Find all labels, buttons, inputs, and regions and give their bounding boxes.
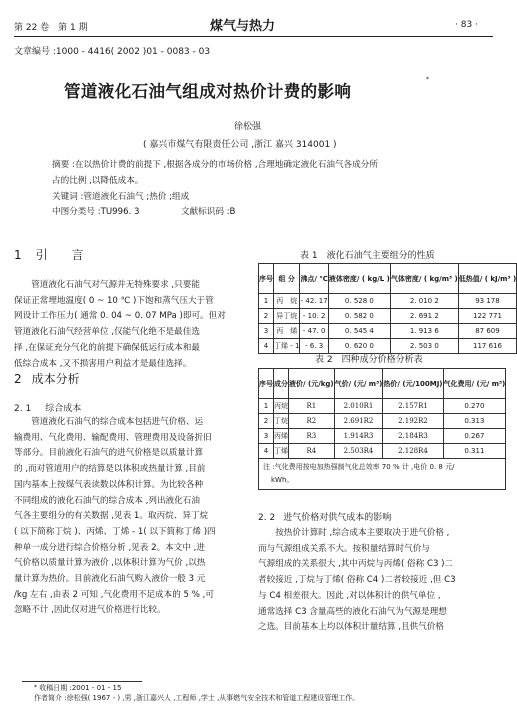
table-cell: 93 178	[458, 294, 516, 309]
table-row	[259, 294, 517, 309]
table-row	[259, 399, 506, 414]
table-cell: 0.267	[443, 429, 506, 444]
table-cell: 2	[259, 309, 274, 324]
received-date	[34, 683, 359, 693]
table-row	[259, 414, 506, 429]
table-1-caption: 表 1 液化石油气主要组分的性质	[300, 251, 435, 261]
table-cell: 1	[259, 399, 274, 414]
section-title: 成本分析	[31, 372, 80, 386]
table-cell: - 47. 0	[300, 324, 328, 339]
affiliation: ( 嘉兴市煤气有限责任公司 ,浙江 嘉兴 314001 )	[143, 140, 337, 150]
table-2	[258, 368, 506, 490]
text-line: 气各主要组分的有关数据 ,见表 1。取丙烷、异丁烷	[14, 511, 209, 522]
header-journal: 煤气与热力	[210, 19, 276, 34]
table-cell: 0. 545 4	[328, 324, 390, 339]
table-note-line: 注 :气化费用按电加热强制气化总效率 70 % 计 ,电价 0. 8 元/	[263, 463, 455, 471]
table-1	[258, 263, 517, 354]
table-header-cell: 液价/ (元/kg)	[289, 369, 335, 399]
text-line: 气源组成的关系很大 ,其中丙烷与丙烯( 俗称 C3 )二	[258, 559, 454, 570]
text-line: 者较接近 ,丁烷与丁烯( 俗称 C4 )二者较接近 ,但 C3	[258, 575, 456, 586]
abstract	[52, 158, 378, 221]
text-line: 管道液化石油气经营单位 ,仅能气化绝不是最佳选	[14, 327, 200, 338]
table-header-cell: 气体密度/ ( kg/m³ )	[390, 264, 458, 294]
table-header-cell: 气化费用/ (元/ m³)	[443, 369, 506, 399]
title-mark: *	[426, 76, 429, 83]
table-cell: 0.270	[443, 399, 506, 414]
received-date-text: 收稿日期 :2001 - 01 - 15	[39, 684, 122, 692]
table-row	[259, 324, 517, 339]
footnote-mark: *	[34, 684, 37, 691]
abstract-line: 占的比例 ,以降低成本。	[52, 175, 144, 186]
table-cell: 丙烯	[274, 429, 289, 444]
section-title: 引 言	[35, 248, 84, 262]
header-rule	[14, 36, 493, 37]
table-cell: 丁烷	[274, 414, 289, 429]
cost-paragraph	[14, 415, 249, 619]
table-cell: 2.010R1	[334, 399, 383, 414]
text-line: 而与气源组成关系不大。按积量结算时气价与	[258, 543, 430, 554]
text-line: 输费用、气化费用、输配费用、管理费用及设备折旧	[14, 432, 212, 443]
table-cell: 2.503R4	[334, 444, 383, 459]
classification: 中图分类号 :TU996. 3	[52, 207, 140, 218]
table-cell: R2	[289, 414, 335, 429]
author-bio: 作者简介 :徐松强( 1967 - ) ,男 ,浙江嘉兴人 ,工程师 ,学士 ,从事燃气安全技术和管道工程建设管理工作。	[34, 694, 360, 702]
table-2-caption: 表 2 四种成分价格分析表	[315, 355, 423, 365]
table-cell: 1.914R3	[334, 429, 383, 444]
text-line: 的 ,而对管道用户的结算是以体积或热量计算 ,目前	[14, 464, 206, 475]
section-number: 1	[14, 248, 22, 262]
text-line: 管道液化石油气的综合成本包括进气价格、运	[31, 417, 204, 427]
table-row	[259, 444, 506, 459]
table-cell: R4	[289, 444, 335, 459]
text-line: /kg 左右 ,由表 2 可知 ,气化费用不足成本的 5 % ,可	[14, 589, 214, 600]
text-line: 与 C4 相差很大。因此 ,对以体积计的供气单位 ,	[258, 590, 441, 601]
document-code: 文献标识码 :B	[180, 207, 236, 218]
table-cell: 0. 528 0	[328, 294, 390, 309]
table-cell: 0. 582 0	[328, 309, 390, 324]
table-cell: R1	[289, 399, 335, 414]
table-cell: 4	[259, 444, 274, 459]
table-note-line: kWh。	[271, 476, 294, 484]
table-cell: 4	[259, 339, 274, 354]
text-line: 气价格以质量计算为液价 ,以体积计算为气价 ,以热	[14, 558, 206, 569]
text-line: 通常选择 C3 含量高些的液化石油气为气源是理想	[258, 606, 447, 617]
table-cell: 丁烯	[274, 444, 289, 459]
text-line: 择 ,在保证充分气化的前提下确保低运行成本和最	[14, 342, 200, 353]
text-line: 忽略不计 ,因此仅对进气价格进行比较。	[14, 605, 166, 616]
table-cell: 丙 烷	[274, 294, 300, 309]
table-header-cell: 序号	[259, 264, 274, 294]
text-line: 管道液化石油气对气源并无特殊要求 ,只要能	[31, 280, 200, 290]
article-number: 文章编号 :1000 - 4416( 2002 )01 - 0083 - 03	[14, 47, 211, 57]
subsection-number: 2. 2	[258, 513, 276, 523]
paper-title: 管道液化石油气组成对热价计费的影响	[64, 82, 352, 101]
table-cell: - 42. 17	[300, 294, 328, 309]
subsection-title: 进气价格对供气成本的影响	[283, 513, 392, 523]
keywords: 关键词 :管道液化石油气 ;热价 ;组成	[52, 191, 190, 202]
table-header-cell: 液体密度/ ( kg/L )	[328, 264, 390, 294]
text-line: 种单一成分进行综合价格分析 ,见表 2。本文中 ,进	[14, 542, 206, 553]
text-line: ( 以下简称丁烷 )、丙烯、丁烯 - 1( 以下简称丁烯 )四	[14, 526, 216, 537]
text-line: 量计算为热价。目前液化石油气购入液价一般 3 元	[14, 574, 206, 585]
table-cell: 2. 691 2	[390, 309, 458, 324]
table-cell: 2. 010 2	[390, 294, 458, 309]
text-line: 不同组成的液化石油气的综合成本 ,列出液化石油	[14, 495, 200, 506]
table-cell: 3	[259, 324, 274, 339]
text-line: 国内基本上按煤气表读数以体积计算。为比较各种	[14, 479, 204, 490]
table-cell: R3	[289, 429, 335, 444]
section-2-heading	[14, 370, 80, 387]
table-cell: 1. 913 6	[390, 324, 458, 339]
section-1-heading	[14, 246, 84, 263]
table-cell: 丙 烯	[274, 324, 300, 339]
table-cell: 0. 620 0	[328, 339, 390, 354]
table-cell: 87 609	[458, 324, 516, 339]
table-header-cell: 沸点/ ℃	[300, 264, 328, 294]
text-line: 等部分。目前液化石油气的进气价格是以质量计算	[14, 448, 204, 459]
table-header-cell: 序号	[259, 369, 274, 399]
table-cell: 异丁烷	[274, 309, 300, 324]
footnote-rule	[22, 681, 142, 682]
text-line: 低综合成本 ,又不损害用户利益才是最佳选择。	[14, 358, 192, 369]
section-number: 2	[14, 372, 22, 386]
table-cell: 2.184R3	[383, 429, 443, 444]
table-cell: 0.313	[443, 414, 506, 429]
table-header-cell: 气价/ (元/ m³)	[334, 369, 383, 399]
table-cell: 117 616	[458, 339, 516, 354]
table-header-cell: 组 分	[274, 264, 300, 294]
intro-paragraph	[14, 278, 249, 372]
table-cell: 丁烯 - 1	[274, 339, 300, 354]
table-cell: 2.128R4	[383, 444, 443, 459]
table-note-row	[259, 459, 506, 490]
header-page: · 83 ·	[455, 20, 478, 30]
table-row	[259, 309, 517, 324]
author-name: 徐松强	[234, 122, 262, 132]
subsection-2-2-heading	[258, 510, 391, 526]
table-header-row	[259, 369, 506, 399]
table-cell: 2.157R1	[383, 399, 443, 414]
table-cell: 2. 503 0	[390, 339, 458, 354]
header-volume: 第 22 卷 第 1 期	[14, 23, 88, 33]
classification-row	[52, 205, 378, 221]
table-cell: 丙烷	[274, 399, 289, 414]
table-note	[259, 459, 506, 490]
subsection-title: 综合成本	[45, 404, 82, 414]
table-cell: 0.311	[443, 444, 506, 459]
table-cell: 2	[259, 414, 274, 429]
table-header-cell: 低热值/ ( kJ/m³ )	[458, 264, 516, 294]
table-header-row	[259, 264, 517, 294]
abstract-line: 摘要 :在以热价计费的前提下 ,根据各成分的市场价格 ,合理地确定液化石油气各成分所	[52, 160, 378, 170]
table-cell: - 6. 3	[300, 339, 328, 354]
text-line: 保证正常埋地温度( 0 ~ 10 ℃ )下饱和蒸气压大于管	[14, 295, 214, 306]
text-line: 按热价计算时 ,综合成本主要取决于进气价格 ,	[275, 528, 450, 538]
table-cell: 3	[259, 429, 274, 444]
table-cell: - 10. 2	[300, 309, 328, 324]
table-row	[259, 429, 506, 444]
footnote	[34, 683, 359, 703]
subsection-number: 2. 1	[14, 404, 32, 414]
text-line: 之选。目前基本上均以体积计量结算 ,且供气价格	[258, 622, 444, 633]
table-cell: 2.192R2	[383, 414, 443, 429]
table-cell: 2.691R2	[334, 414, 383, 429]
table-cell: 122 771	[458, 309, 516, 324]
price-paragraph	[258, 526, 494, 636]
table-header-cell: 热价/ (元/100MJ)	[383, 369, 443, 399]
table-header-cell: 成分	[274, 369, 289, 399]
table-cell: 1	[259, 294, 274, 309]
text-line: 网设计工作压力( 通常 0. 04 ~ 0. 07 MPa )即可。但对	[14, 311, 226, 322]
